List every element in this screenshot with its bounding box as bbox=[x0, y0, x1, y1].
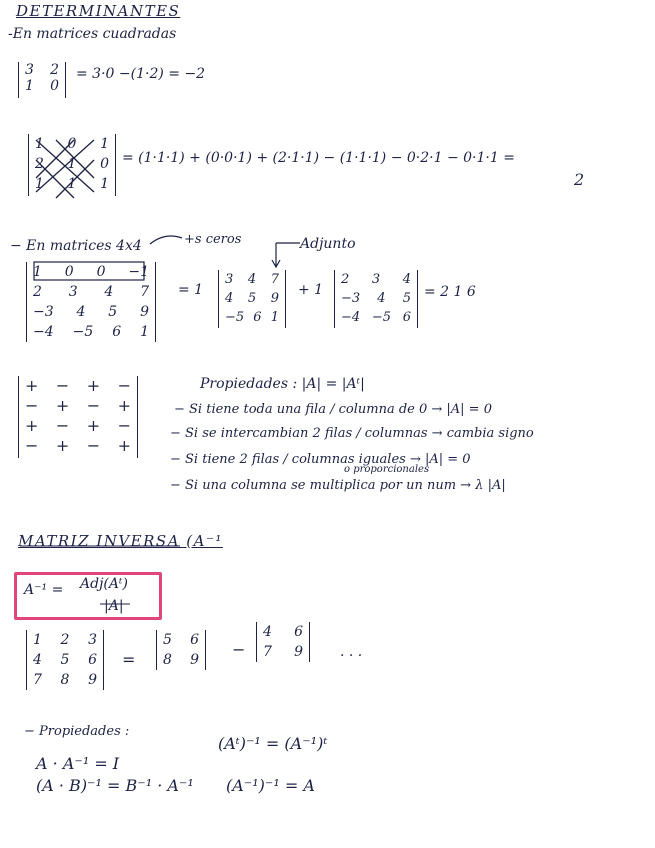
cofactor-coef-2: + 1 bbox=[298, 282, 324, 298]
det-3x3-result: 2 bbox=[574, 170, 585, 189]
minor-2x2-a: 5 6 8 9 bbox=[156, 630, 206, 670]
section-title-determinantes: DETERMINANTES bbox=[16, 2, 181, 20]
formula-lhs: A⁻¹ = bbox=[24, 582, 64, 598]
inverse-property-4: (A⁻¹)⁻¹ = A bbox=[226, 776, 315, 795]
det-3x3-expansion: = (1·1·1) + (0·0·1) + (2·1·1) − (1·1·1) − 0·2·1 − 0·1·1 = bbox=[122, 150, 515, 166]
property-item-4: − Si una columna se multiplica por un num → λ |A| bbox=[170, 478, 506, 493]
formula-denominator: |A| bbox=[104, 598, 124, 614]
inverse-eq-sign: = bbox=[122, 650, 136, 669]
matrix-example-3x3: 1 2 3 4 5 6 7 8 9 bbox=[26, 630, 104, 690]
inverse-property-3: (Aᵗ)⁻¹ = (A⁻¹)ᵗ bbox=[218, 734, 328, 753]
property-item-2: − Si se intercambian 2 filas / columnas → cambia signo bbox=[170, 426, 534, 441]
continuation-dots: . . . bbox=[340, 644, 363, 660]
minor-1: 3 4 7 4 5 9 −5 6 1 bbox=[218, 270, 286, 328]
property-item-3: − Si tiene 2 filas / columnas iguales → |A| = 0 bbox=[170, 452, 471, 467]
det-2x2-expansion: = 3·0 −(1·2) = −2 bbox=[76, 66, 206, 82]
cofactor-coef-1: = 1 bbox=[178, 282, 204, 298]
heading-4x4: − En matrices 4x4 bbox=[10, 238, 142, 254]
note-adjunto: Adjunto bbox=[300, 236, 356, 252]
formula-numerator: Adj(Aᵗ) bbox=[80, 576, 128, 592]
matrix-4x4: 1 0 0 −1 2 3 4 7 −3 4 5 9 −4 −5 6 1 bbox=[26, 262, 156, 342]
minor-2: 2 3 4 −3 4 5 −4 −5 6 bbox=[334, 270, 418, 328]
note-proporcionales: o proporcionales bbox=[344, 464, 430, 475]
inverse-property-2: (A · B)⁻¹ = B⁻¹ · A⁻¹ bbox=[36, 776, 194, 795]
inverse-minus-sign: − bbox=[232, 640, 246, 659]
sign-matrix: + − + − − + − + + − + − − + − + bbox=[18, 376, 138, 458]
inverse-properties-title: − Propiedades : bbox=[24, 724, 130, 739]
matrix-2x2: 3 2 1 0 bbox=[18, 62, 66, 98]
property-item-1: − Si tiene toda una fila / columna de 0 → |A| = 0 bbox=[174, 402, 492, 417]
matrix-3x3: 1 0 1 2 1 0 1 1 1 bbox=[28, 134, 116, 196]
properties-title: Propiedades : |A| = |Aᵗ| bbox=[200, 376, 365, 392]
square-matrices-heading: -En matrices cuadradas bbox=[8, 26, 177, 42]
det-4x4-result: = 2 1 6 bbox=[424, 284, 476, 300]
minor-2x2-b: 4 6 7 9 bbox=[256, 622, 310, 662]
inverse-property-1: A · A⁻¹ = I bbox=[36, 754, 120, 773]
section-title-inversa: MATRIZ INVERSA (A⁻¹ bbox=[18, 532, 223, 550]
note-mas-ceros: +s ceros bbox=[184, 232, 242, 247]
